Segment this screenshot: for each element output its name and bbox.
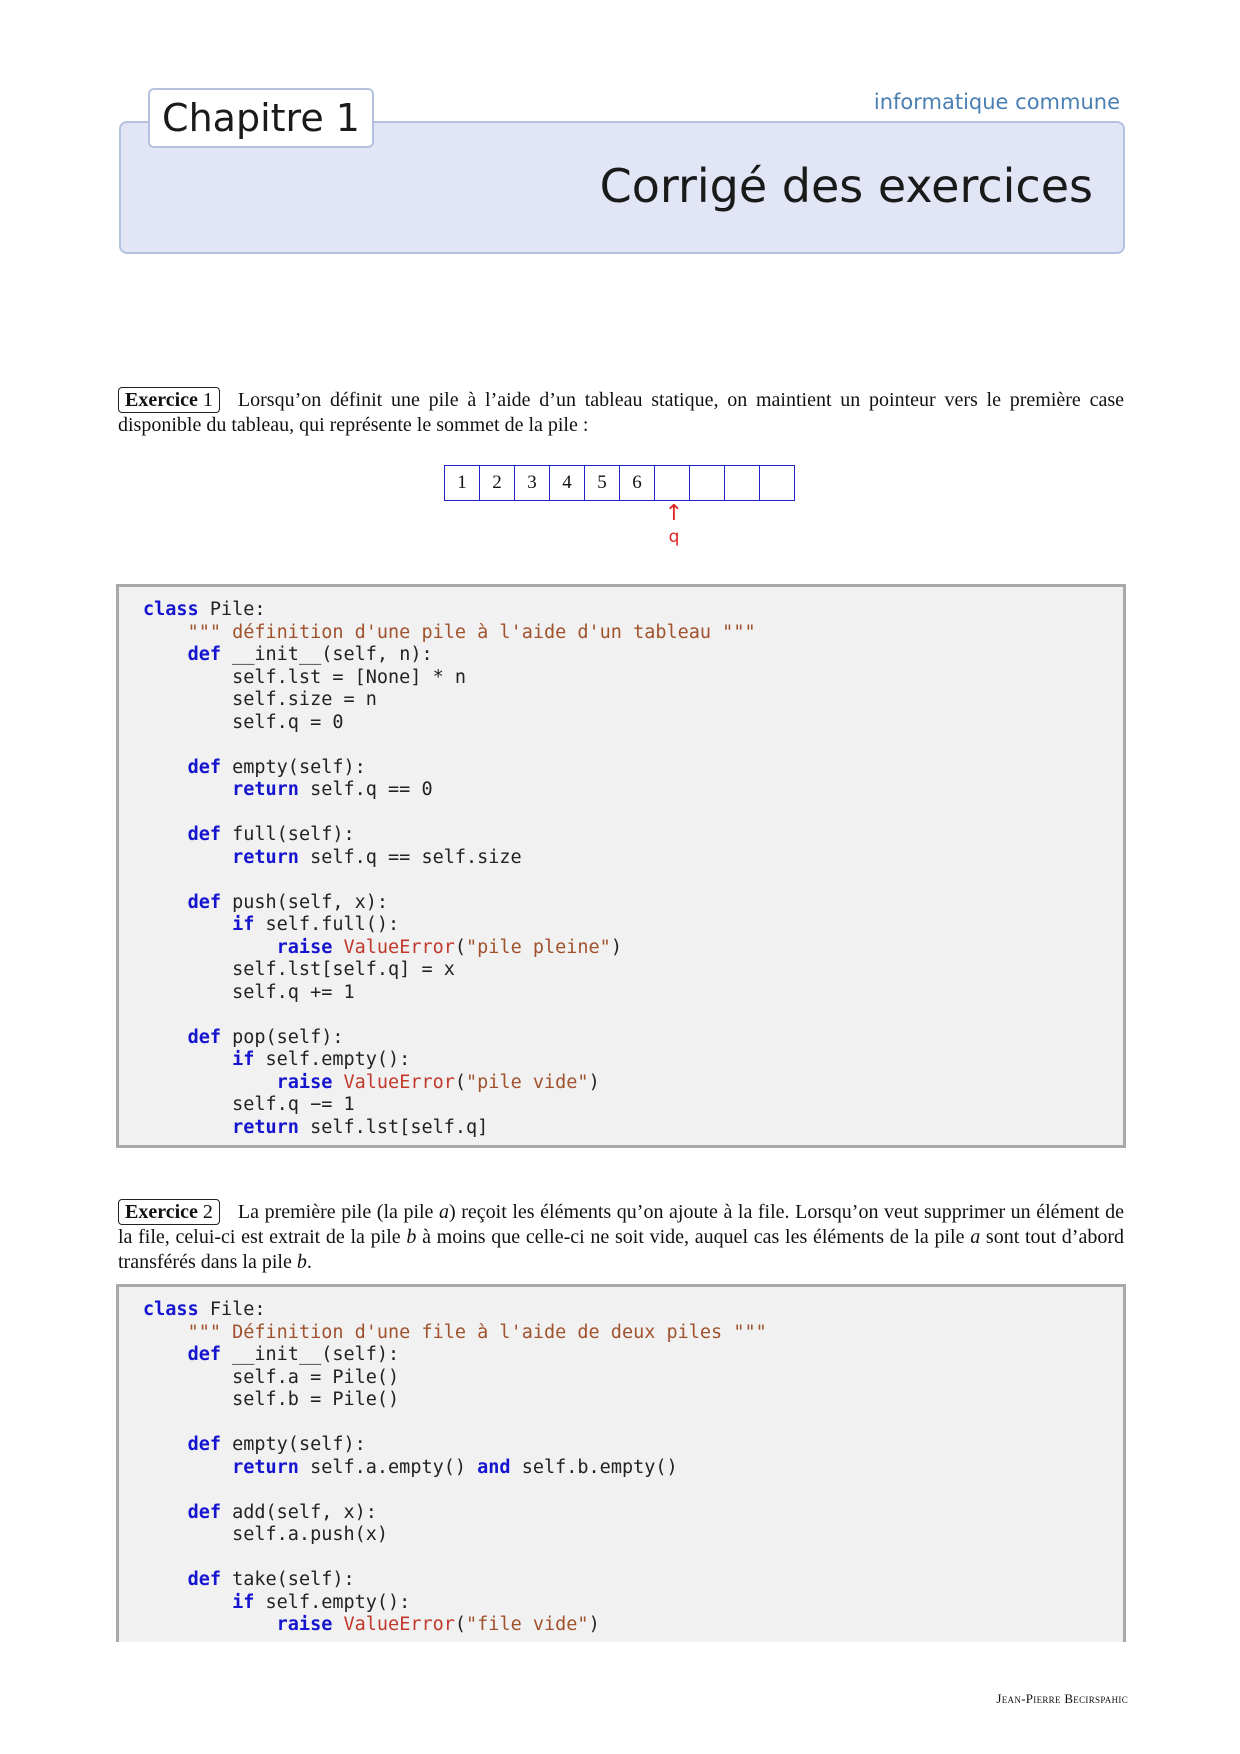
code-token: self.empty(): bbox=[254, 1049, 411, 1070]
code-token: def bbox=[187, 824, 221, 845]
code-token: raise bbox=[276, 1614, 333, 1635]
stack-pointer bbox=[661, 501, 687, 547]
text-run: à moins que celle-ci ne soit vide, auquel cas les éléments de la pile bbox=[416, 1226, 971, 1248]
stack-cell: 2 bbox=[480, 466, 515, 500]
code-token: if bbox=[232, 914, 255, 935]
code-token bbox=[143, 1322, 188, 1343]
code-token: ( bbox=[454, 1614, 467, 1635]
code-token bbox=[143, 1592, 232, 1613]
code-token: ValueError bbox=[343, 1071, 455, 1093]
code-token: empty(self): bbox=[220, 1434, 366, 1455]
code-token: """ Définition d'une file à l'aide de deux piles """ bbox=[187, 1321, 767, 1343]
stack-array-diagram bbox=[444, 465, 795, 501]
code-token: self.lst[self.q] = x bbox=[143, 959, 455, 980]
code-token: take(self): bbox=[220, 1569, 355, 1590]
stack-cell-empty bbox=[690, 466, 725, 500]
code-token bbox=[143, 1502, 188, 1523]
exercise-1-statement bbox=[118, 387, 1124, 438]
subject-label: informatique commune bbox=[873, 90, 1120, 114]
exercise-number: 2 bbox=[202, 1201, 213, 1223]
code-token: File: bbox=[198, 1299, 266, 1320]
exercise-2-text bbox=[118, 1201, 1124, 1273]
chapter-tab bbox=[148, 88, 374, 148]
code-token: "pile pleine" bbox=[466, 936, 611, 958]
code-token: self.lst = [None] * n bbox=[143, 666, 467, 688]
code-block-pile bbox=[116, 584, 1126, 1148]
code-token: self.q == self.size bbox=[298, 846, 522, 868]
code-token: class bbox=[143, 599, 199, 620]
code-token: Pile: bbox=[198, 599, 266, 620]
code-token: and bbox=[477, 1456, 511, 1478]
stack-cell: 3 bbox=[515, 466, 550, 500]
code-token: return bbox=[232, 779, 299, 800]
math-variable: b bbox=[296, 1251, 307, 1273]
math-variable: b bbox=[406, 1226, 417, 1248]
code-token: self.a = Pile() bbox=[143, 1366, 400, 1388]
code-token: empty(self): bbox=[220, 756, 366, 778]
code-token: ValueError bbox=[343, 936, 455, 958]
text-run: sont tout d’abord transférés dans la pile bbox=[118, 1226, 1124, 1273]
code-token: ) bbox=[588, 1071, 600, 1093]
code-token bbox=[143, 1457, 232, 1478]
code-token: ValueError bbox=[343, 1614, 455, 1635]
code-token: return bbox=[232, 1456, 299, 1478]
code-token bbox=[143, 757, 188, 778]
code-token bbox=[143, 847, 232, 868]
exercise-1-text: Lorsqu’on définit une pile à l’aide d’un tableau statique, on maintient un pointeur vers le première case disponible du tableau, qui représente le sommet de la pile : bbox=[118, 389, 1124, 436]
code-token bbox=[143, 644, 188, 665]
code-listing-file bbox=[119, 1287, 1123, 1645]
code-token bbox=[143, 1049, 232, 1070]
code-token: self.size = n bbox=[143, 689, 377, 710]
code-token: ( bbox=[454, 1071, 467, 1093]
code-token bbox=[143, 1614, 277, 1635]
code-token bbox=[332, 1614, 343, 1635]
code-token: push(self, x): bbox=[220, 891, 389, 913]
math-variable: a bbox=[970, 1226, 981, 1248]
code-token: self.q += 1 bbox=[143, 981, 355, 1003]
code-token bbox=[143, 824, 188, 845]
code-token bbox=[143, 779, 232, 800]
exercise-tag-label: Exercice bbox=[125, 389, 198, 411]
code-token: def bbox=[187, 1569, 221, 1590]
code-token bbox=[143, 937, 277, 958]
stack-cell: 6 bbox=[620, 466, 655, 500]
text-run: ) reçoit les éléments qu’on ajoute à la file. Lorsqu’on veut supprimer un élément de la file, celui-ci est extrait de la pile bbox=[118, 1201, 1124, 1248]
code-token: full(self): bbox=[220, 824, 355, 845]
code-token: """ définition d'une pile à l'aide d'un tableau """ bbox=[187, 621, 756, 643]
code-token: self.a.empty() bbox=[298, 1456, 478, 1478]
code-token: def bbox=[187, 891, 221, 913]
code-token: self.a.push(x) bbox=[143, 1524, 389, 1545]
code-token: self.b.empty() bbox=[510, 1456, 678, 1478]
code-token bbox=[143, 914, 232, 935]
code-token bbox=[332, 937, 343, 958]
code-token: ( bbox=[454, 936, 467, 958]
code-token bbox=[143, 1434, 188, 1455]
code-token: add(self, x): bbox=[220, 1501, 377, 1523]
code-token: self.q −= 1 bbox=[143, 1094, 355, 1115]
code-token bbox=[143, 892, 188, 913]
stack-cell-empty bbox=[655, 466, 690, 500]
stack-cell-empty bbox=[725, 466, 760, 500]
exercise-2-statement bbox=[118, 1199, 1124, 1275]
code-token bbox=[143, 1569, 188, 1590]
code-token bbox=[143, 1072, 277, 1093]
exercise-tag-label: Exercice bbox=[125, 1201, 198, 1223]
exercise-2-tag bbox=[118, 1199, 220, 1225]
code-token: def bbox=[187, 1026, 221, 1048]
code-token: self.b = Pile() bbox=[143, 1389, 400, 1410]
code-token: pop(self): bbox=[220, 1026, 344, 1048]
code-token: __init__(self): bbox=[220, 1344, 400, 1365]
code-token: def bbox=[187, 756, 221, 778]
code-token: class bbox=[143, 1299, 199, 1320]
code-token: return bbox=[232, 1116, 299, 1138]
chapter-label: Chapitre 1 bbox=[162, 96, 360, 140]
code-token bbox=[143, 1117, 232, 1138]
code-token: self.full(): bbox=[254, 914, 400, 935]
code-token: ) bbox=[588, 1614, 600, 1635]
code-token bbox=[332, 1072, 343, 1093]
stack-cell: 4 bbox=[550, 466, 585, 500]
text-run: La première pile (la pile bbox=[237, 1201, 440, 1223]
code-token: "pile vide" bbox=[466, 1071, 589, 1093]
stack-cell: 5 bbox=[585, 466, 620, 500]
stack-cell-empty bbox=[760, 466, 795, 500]
code-token: return bbox=[232, 846, 299, 868]
code-token: __init__(self, n): bbox=[220, 644, 433, 665]
code-block-file bbox=[116, 1284, 1126, 1642]
code-token: def bbox=[187, 1344, 221, 1365]
code-token: self.empty(): bbox=[254, 1591, 411, 1613]
math-variable: a bbox=[439, 1201, 450, 1223]
code-token: def bbox=[187, 1434, 221, 1455]
code-token bbox=[143, 622, 188, 643]
code-token: raise bbox=[276, 1071, 333, 1093]
code-token: if bbox=[232, 1049, 255, 1070]
up-arrow-icon: ↑ bbox=[664, 501, 684, 526]
code-token bbox=[143, 1027, 188, 1048]
pointer-label: q bbox=[668, 527, 680, 547]
code-listing-pile bbox=[119, 587, 1123, 1147]
code-token: self.q == 0 bbox=[298, 779, 433, 800]
code-token: ) bbox=[610, 936, 622, 958]
code-token: self.lst[self.q] bbox=[298, 1116, 489, 1138]
code-token: def bbox=[187, 1501, 221, 1523]
code-token: def bbox=[187, 644, 221, 665]
code-token bbox=[143, 1344, 188, 1365]
code-token: self.q = 0 bbox=[143, 711, 344, 733]
exercise-number: 1 bbox=[202, 389, 213, 411]
exercise-1-tag bbox=[118, 387, 220, 413]
code-token: "file vide" bbox=[466, 1614, 589, 1635]
stack-cell: 1 bbox=[445, 466, 480, 500]
author-footer: Jean-Pierre Becirspahic bbox=[996, 1691, 1128, 1706]
code-token: raise bbox=[276, 936, 333, 958]
text-run: . bbox=[306, 1251, 312, 1273]
code-token: if bbox=[232, 1591, 255, 1613]
page-title: Corrigé des exercices bbox=[599, 159, 1093, 213]
